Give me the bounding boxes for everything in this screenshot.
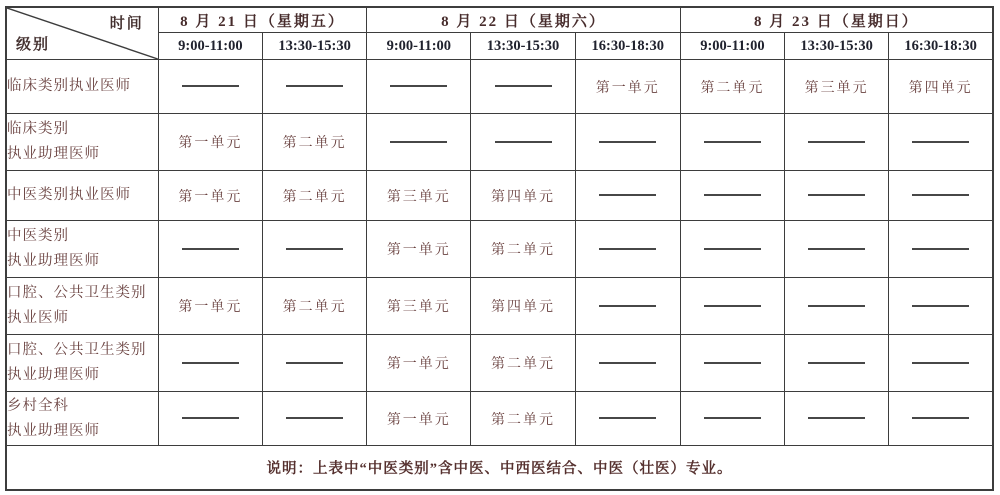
exam-unit-cell: 第三单元 [367, 278, 471, 335]
row-label-line: 临床类别 [7, 121, 69, 137]
dash-placeholder [808, 362, 865, 364]
exam-unit-cell: 第三单元 [785, 60, 889, 114]
schedule-row [6, 221, 993, 278]
empty-slot-cell [263, 60, 367, 114]
exam-schedule-table [5, 6, 994, 491]
time-slot-aug23-morning: 9:00-11:00 [680, 33, 784, 60]
dash-placeholder [182, 362, 239, 364]
day-header-aug21: 8 月 21 日（星期五） [158, 7, 366, 33]
dash-placeholder [704, 194, 761, 196]
dash-placeholder [704, 248, 761, 250]
row-label-cell [6, 335, 158, 392]
empty-slot-cell [680, 114, 784, 171]
dash-placeholder [182, 248, 239, 250]
dash-placeholder [599, 362, 656, 364]
dash-placeholder [912, 305, 969, 307]
corner-level-label: 级别 [16, 37, 51, 53]
schedule-row [6, 335, 993, 392]
empty-slot-cell [263, 335, 367, 392]
schedule-row [6, 278, 993, 335]
empty-slot-cell [889, 278, 993, 335]
dash-placeholder [286, 417, 343, 419]
dash-placeholder [912, 194, 969, 196]
dash-placeholder [495, 85, 552, 87]
schedule-row [6, 114, 993, 171]
row-label-cell [6, 221, 158, 278]
exam-unit-cell: 第二单元 [680, 60, 784, 114]
empty-slot-cell [785, 171, 889, 221]
exam-unit-cell: 第二单元 [471, 335, 575, 392]
empty-slot-cell [367, 114, 471, 171]
dash-placeholder [390, 141, 447, 143]
dash-placeholder [286, 362, 343, 364]
exam-unit-cell: 第二单元 [263, 171, 367, 221]
dash-placeholder [704, 141, 761, 143]
exam-unit-cell: 第一单元 [158, 171, 262, 221]
dash-placeholder [808, 194, 865, 196]
empty-slot-cell [471, 114, 575, 171]
table-footer [6, 446, 993, 491]
row-label-line: 中医类别 [7, 228, 69, 244]
row-label-line: 口腔、公共卫生类别 [7, 285, 147, 301]
row-label-line: 执业助理医师 [7, 253, 100, 269]
empty-slot-cell [263, 221, 367, 278]
day-header-aug23: 8 月 23 日（星期日） [680, 7, 993, 33]
row-label-cell [6, 114, 158, 171]
dash-placeholder [704, 362, 761, 364]
schedule-row [6, 171, 993, 221]
dash-placeholder [912, 362, 969, 364]
dash-placeholder [182, 85, 239, 87]
row-label-cell [6, 60, 158, 114]
dash-placeholder [808, 417, 865, 419]
empty-slot-cell [785, 392, 889, 446]
dash-placeholder [495, 141, 552, 143]
dash-placeholder [599, 194, 656, 196]
dash-placeholder [704, 305, 761, 307]
exam-unit-cell: 第一单元 [367, 392, 471, 446]
row-label-line: 执业助理医师 [7, 422, 100, 439]
schedule-body [6, 60, 993, 446]
dash-placeholder [704, 417, 761, 419]
time-slot-aug21-morning: 9:00-11:00 [158, 33, 262, 60]
empty-slot-cell [889, 114, 993, 171]
dash-placeholder [599, 305, 656, 307]
empty-slot-cell [889, 392, 993, 446]
empty-slot-cell [889, 221, 993, 278]
dash-placeholder [390, 85, 447, 87]
corner-diagonal [7, 8, 158, 59]
empty-slot-cell [889, 335, 993, 392]
row-label-line: 执业助理医师 [7, 367, 100, 383]
exam-unit-cell: 第一单元 [158, 114, 262, 171]
exam-unit-cell: 第一单元 [158, 278, 262, 335]
row-label-line: 口腔、公共卫生类别 [7, 342, 147, 358]
day-header-aug22: 8 月 22 日（星期六） [367, 7, 681, 33]
note-text: 说明：上表中“中医类别”含中医、中西医结合、中医（壮医）专业。 [6, 446, 993, 491]
time-slot-aug22-morning: 9:00-11:00 [367, 33, 471, 60]
empty-slot-cell [889, 171, 993, 221]
empty-slot-cell [575, 278, 680, 335]
exam-unit-cell: 第二单元 [471, 221, 575, 278]
dash-placeholder [808, 305, 865, 307]
dash-placeholder [599, 248, 656, 250]
empty-slot-cell [158, 392, 262, 446]
exam-unit-cell: 第二单元 [471, 392, 575, 446]
dash-placeholder [912, 248, 969, 250]
empty-slot-cell [575, 392, 680, 446]
exam-unit-cell: 第二单元 [263, 278, 367, 335]
row-label-cell [6, 392, 158, 446]
empty-slot-cell [158, 221, 262, 278]
dash-placeholder [912, 417, 969, 419]
day-header-row [6, 7, 993, 33]
empty-slot-cell [575, 335, 680, 392]
empty-slot-cell [575, 171, 680, 221]
row-label-line: 乡村全科 [7, 397, 69, 414]
empty-slot-cell [785, 278, 889, 335]
corner-time-label: 时间 [109, 16, 144, 32]
empty-slot-cell [575, 221, 680, 278]
table-header [6, 7, 993, 60]
dash-placeholder [286, 85, 343, 87]
time-slot-aug22-evening: 16:30-18:30 [575, 33, 680, 60]
exam-unit-cell: 第四单元 [471, 278, 575, 335]
row-label-cell [6, 278, 158, 335]
dash-placeholder [599, 417, 656, 419]
row-label-line: 执业助理医师 [7, 146, 100, 162]
dash-placeholder [286, 248, 343, 250]
row-label-line: 临床类别执业医师 [7, 78, 131, 94]
exam-unit-cell: 第四单元 [471, 171, 575, 221]
exam-unit-cell: 第四单元 [889, 60, 993, 114]
schedule-row [6, 60, 993, 114]
dash-placeholder [912, 141, 969, 143]
exam-unit-cell: 第一单元 [575, 60, 680, 114]
dash-placeholder [808, 141, 865, 143]
empty-slot-cell [158, 335, 262, 392]
empty-slot-cell [367, 60, 471, 114]
empty-slot-cell [263, 392, 367, 446]
row-label-cell [6, 171, 158, 221]
dash-placeholder [808, 248, 865, 250]
corner-cell [6, 7, 158, 60]
empty-slot-cell [575, 114, 680, 171]
exam-unit-cell: 第一单元 [367, 221, 471, 278]
time-slot-aug23-afternoon: 13:30-15:30 [785, 33, 889, 60]
empty-slot-cell [785, 221, 889, 278]
exam-unit-cell: 第一单元 [367, 335, 471, 392]
time-slot-aug23-evening: 16:30-18:30 [889, 33, 993, 60]
empty-slot-cell [680, 392, 784, 446]
empty-slot-cell [680, 335, 784, 392]
exam-unit-cell: 第二单元 [263, 114, 367, 171]
schedule-row [6, 392, 993, 446]
dash-placeholder [599, 141, 656, 143]
row-label-line: 中医类别执业医师 [7, 187, 131, 203]
time-slot-aug21-afternoon: 13:30-15:30 [263, 33, 367, 60]
row-label-line: 执业医师 [7, 310, 69, 326]
dash-placeholder [182, 417, 239, 419]
empty-slot-cell [158, 60, 262, 114]
empty-slot-cell [680, 278, 784, 335]
empty-slot-cell [785, 335, 889, 392]
time-slot-aug22-afternoon: 13:30-15:30 [471, 33, 575, 60]
empty-slot-cell [785, 114, 889, 171]
empty-slot-cell [680, 221, 784, 278]
exam-unit-cell: 第三单元 [367, 171, 471, 221]
note-row [6, 446, 993, 491]
empty-slot-cell [680, 171, 784, 221]
empty-slot-cell [471, 60, 575, 114]
